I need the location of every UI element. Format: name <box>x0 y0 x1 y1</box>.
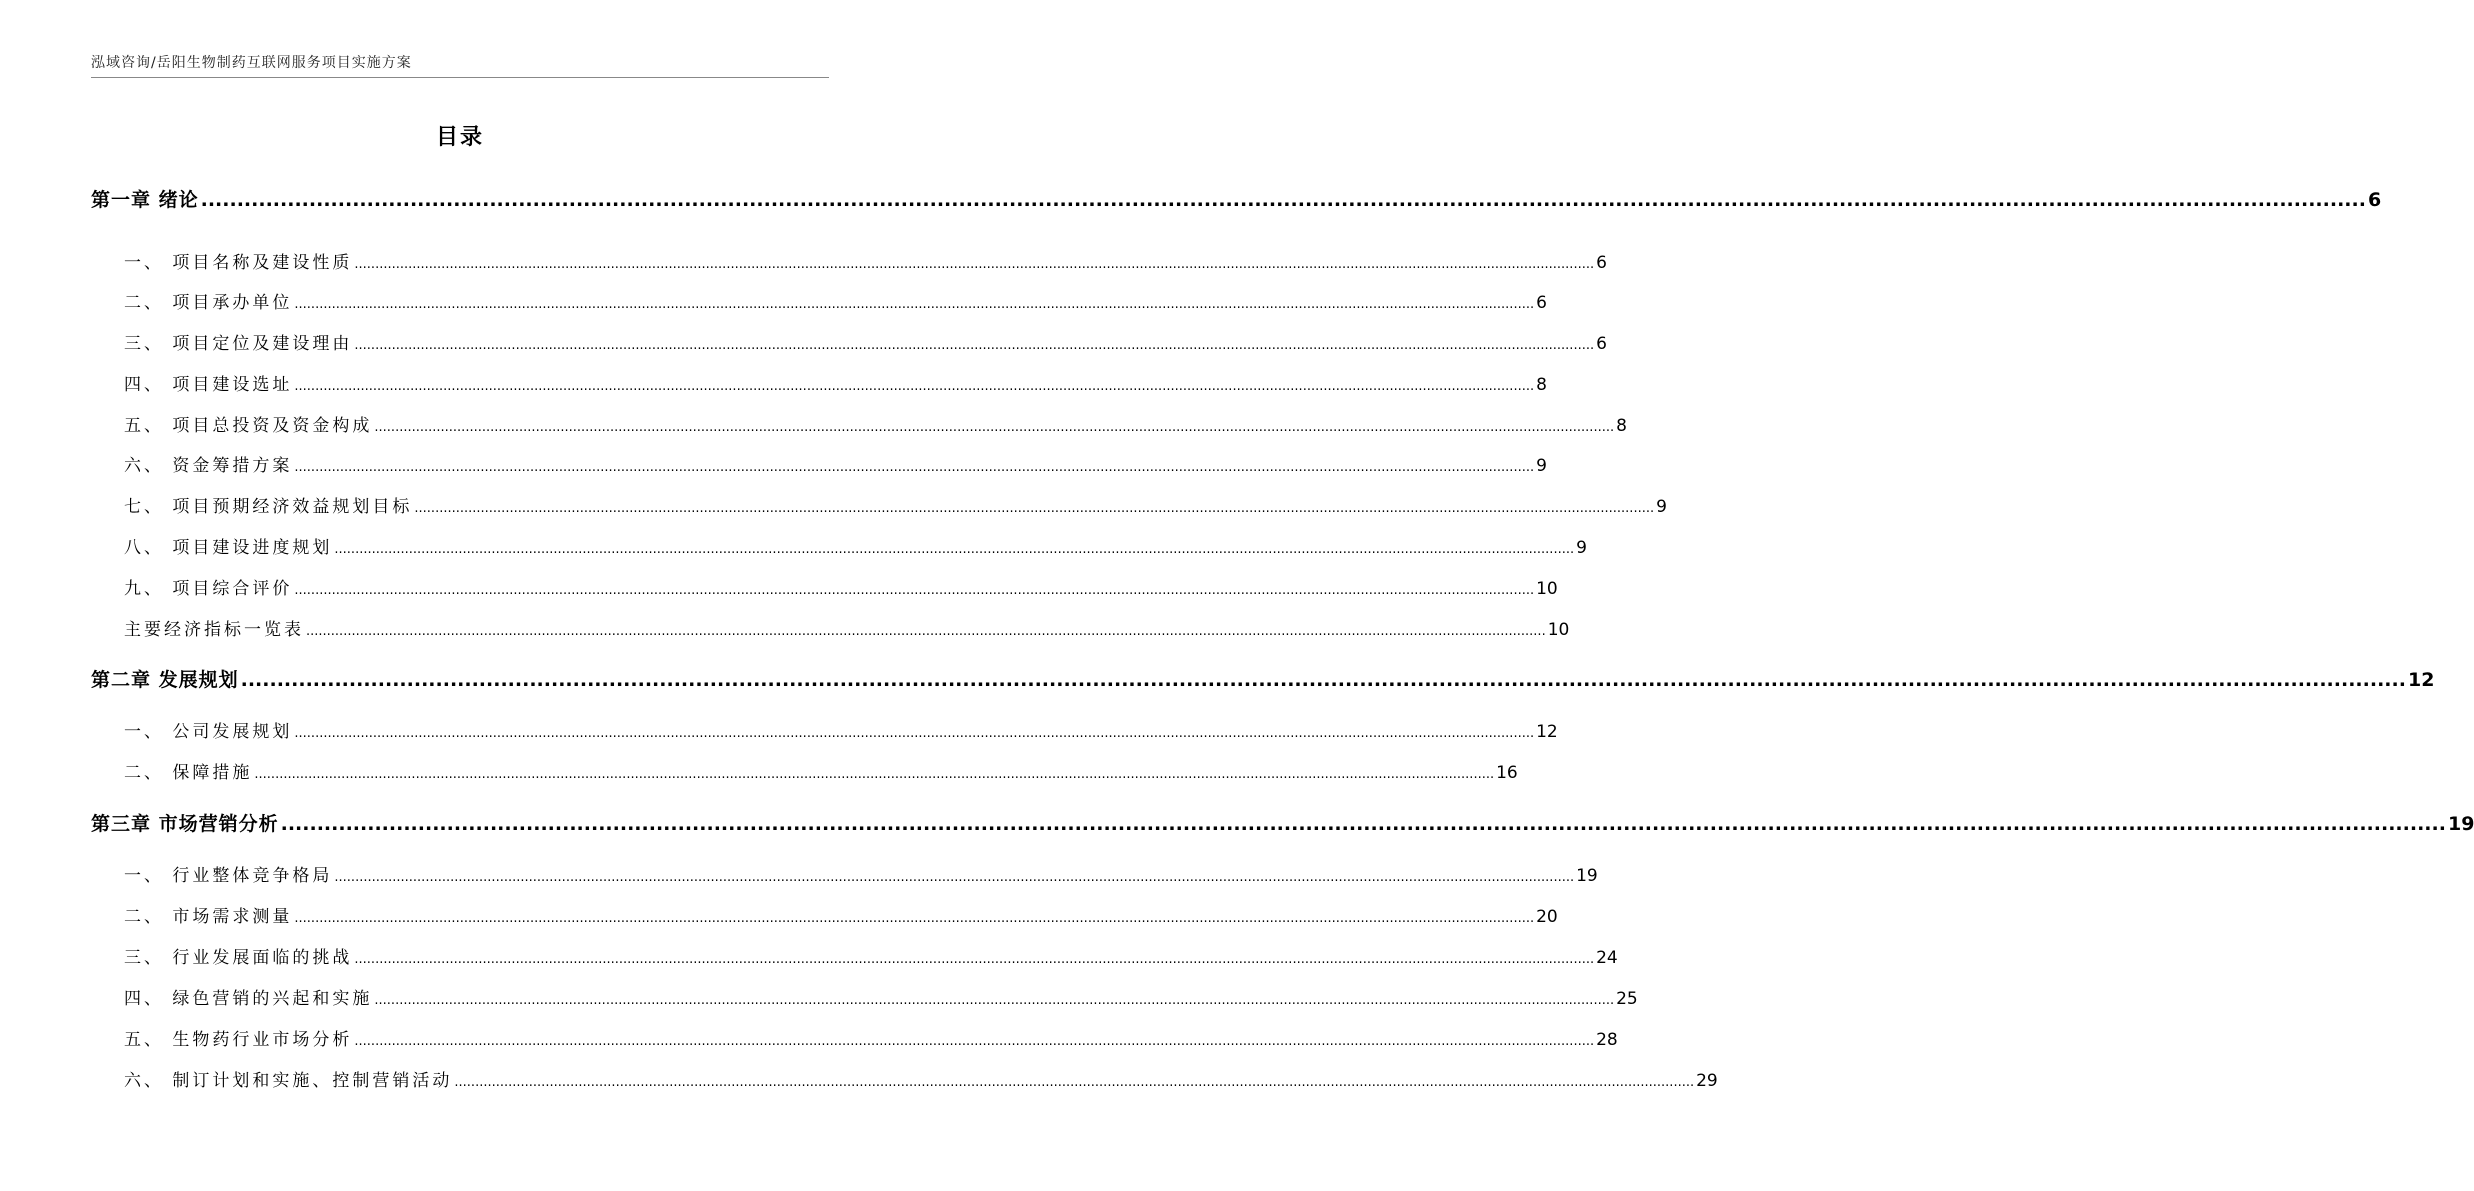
toc-entry-page: 8 <box>1616 416 1627 436</box>
toc-entry-section[interactable] <box>91 574 1558 599</box>
toc-entry-label: 三、 项目定位及建设理由 <box>124 334 353 354</box>
toc-entry-page: 8 <box>1536 375 1547 395</box>
toc-entry-section[interactable] <box>91 902 1558 927</box>
dot-leader: ............................................................................................................................................................................................................................................................................................................ <box>414 501 1655 516</box>
dot-leader: ............................................................................................................................................................................................................................................................................................................ <box>294 297 1535 312</box>
toc-entry-page: 29 <box>1696 1071 1718 1091</box>
toc-entry-label: 二、 项目承办单位 <box>124 293 293 313</box>
toc-entry-page: 28 <box>1596 1030 1618 1050</box>
toc-entry-label: 六、 资金筹措方案 <box>124 456 293 476</box>
toc-entry-chapter[interactable] <box>91 665 2435 692</box>
toc-entry-page: 10 <box>1547 620 1570 640</box>
toc-entry-label: 八、 项目建设进度规划 <box>124 538 333 558</box>
toc-entry-page: 19 <box>2447 813 2474 835</box>
toc-entry-page: 9 <box>1576 538 1587 558</box>
toc-entry-label: 三、 行业发展面临的挑战 <box>124 948 353 968</box>
toc-entry-section[interactable] <box>91 370 1547 395</box>
toc-entry-label: 六、 制订计划和实施、控制营销活动 <box>124 1071 453 1091</box>
dot-leader: ............................................................................................................................................................................................................................................................................................................ <box>200 189 2366 211</box>
toc-entry-label: 二、 市场需求测量 <box>124 907 293 927</box>
toc-entry-chapter[interactable] <box>91 185 2382 212</box>
toc-entry-label: 七、 项目预期经济效益规划目标 <box>124 497 413 517</box>
toc-entry-label: 四、 绿色营销的兴起和实施 <box>124 989 373 1009</box>
toc-entry-section[interactable] <box>91 758 1518 783</box>
toc-entry-page: 10 <box>1536 579 1558 599</box>
dot-leader: ............................................................................................................................................................................................................................................................................................................ <box>334 870 1575 885</box>
toc-entry-section[interactable] <box>91 329 1607 354</box>
toc-entry-section[interactable] <box>91 861 1598 886</box>
toc-entry-section[interactable] <box>91 717 1558 742</box>
dot-leader: ............................................................................................................................................................................................................................................................................................................ <box>354 952 1595 967</box>
dot-leader: ............................................................................................................................................................................................................................................................................................................ <box>254 767 1495 782</box>
toc-entry-page: 9 <box>1656 497 1667 517</box>
dot-leader: ............................................................................................................................................................................................................................................................................................................ <box>306 624 1546 639</box>
toc-entry-page: 24 <box>1596 948 1618 968</box>
toc-entry-label: 二、 保障措施 <box>124 763 253 783</box>
dot-leader: ............................................................................................................................................................................................................................................................................................................ <box>374 993 1615 1008</box>
dot-leader: ............................................................................................................................................................................................................................................................................................................ <box>334 542 1575 557</box>
toc-entry-page: 6 <box>1596 253 1607 273</box>
toc-entry-label: 五、 生物药行业市场分析 <box>124 1030 353 1050</box>
toc-entry-label: 第一章 绪论 <box>91 189 199 211</box>
dot-leader: ............................................................................................................................................................................................................................................................................................................ <box>294 726 1535 741</box>
toc-entry-page: 20 <box>1536 907 1558 927</box>
toc-entry-section[interactable] <box>91 288 1547 313</box>
toc-entry-section[interactable] <box>91 984 1638 1009</box>
dot-leader: ............................................................................................................................................................................................................................................................................................................ <box>280 813 2446 835</box>
toc-entry-label: 一、 行业整体竞争格局 <box>124 866 333 886</box>
toc-entry-section[interactable] <box>91 533 1587 558</box>
toc-entry-page: 12 <box>1536 722 1558 742</box>
toc-entry-page: 16 <box>1496 763 1518 783</box>
toc-entry-label: 四、 项目建设选址 <box>124 375 293 395</box>
toc-entry-section[interactable] <box>91 1066 1718 1091</box>
toc-entry-label: 第二章 发展规划 <box>91 669 239 691</box>
dot-leader: ............................................................................................................................................................................................................................................................................................................ <box>240 669 2406 691</box>
dot-leader: ............................................................................................................................................................................................................................................................................................................ <box>354 257 1595 272</box>
toc-entry-label: 一、 公司发展规划 <box>124 722 293 742</box>
toc-entry-section[interactable] <box>91 248 1607 273</box>
toc-entry-section[interactable] <box>91 492 1667 517</box>
dot-leader: ............................................................................................................................................................................................................................................................................................................ <box>354 1034 1595 1049</box>
toc-entry-page: 6 <box>1536 293 1547 313</box>
dot-leader: ............................................................................................................................................................................................................................................................................................................ <box>294 379 1535 394</box>
toc-entry-section[interactable] <box>91 615 1570 640</box>
toc-entry-section[interactable] <box>91 411 1627 436</box>
dot-leader: ............................................................................................................................................................................................................................................................................................................ <box>374 420 1615 435</box>
toc-title: 目录 <box>435 125 484 150</box>
toc-entry-label: 一、 项目名称及建设性质 <box>124 253 353 273</box>
header-divider <box>91 77 829 78</box>
toc-entry-page: 6 <box>1596 334 1607 354</box>
toc-entry-chapter[interactable] <box>91 809 2474 836</box>
running-header: 泓域咨询/岳阳生物制药互联网服务项目实施方案 <box>91 55 412 71</box>
dot-leader: ............................................................................................................................................................................................................................................................................................................ <box>294 460 1535 475</box>
toc-entry-page: 12 <box>2407 669 2435 691</box>
toc-entry-page: 19 <box>1576 866 1598 886</box>
toc-entry-section[interactable] <box>91 1025 1618 1050</box>
toc-entry-page: 6 <box>2367 189 2382 211</box>
toc-entry-page: 9 <box>1536 456 1547 476</box>
dot-leader: ............................................................................................................................................................................................................................................................................................................ <box>354 338 1595 353</box>
toc-entry-page: 25 <box>1616 989 1638 1009</box>
toc-entry-label: 第三章 市场营销分析 <box>91 813 279 835</box>
toc-entry-section[interactable] <box>91 451 1547 476</box>
toc-entry-section[interactable] <box>91 943 1618 968</box>
dot-leader: ............................................................................................................................................................................................................................................................................................................ <box>454 1075 1695 1090</box>
toc-entry-label: 五、 项目总投资及资金构成 <box>124 416 373 436</box>
toc-entry-label: 主要经济指标一览表 <box>124 620 304 640</box>
dot-leader: ............................................................................................................................................................................................................................................................................................................ <box>294 911 1535 926</box>
toc-entry-label: 九、 项目综合评价 <box>124 579 293 599</box>
dot-leader: ............................................................................................................................................................................................................................................................................................................ <box>294 583 1535 598</box>
